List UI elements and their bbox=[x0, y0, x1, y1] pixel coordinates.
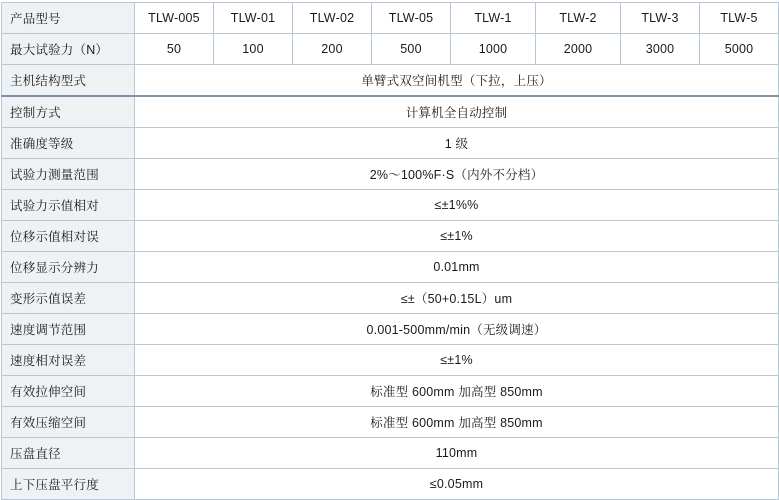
cell-force-8: 5000 bbox=[700, 34, 779, 65]
row-label-control-mode: 控制方式 bbox=[2, 96, 135, 128]
row-label-force-range: 试验力测量范围 bbox=[2, 159, 135, 190]
row-label-accuracy-grade: 准确度等级 bbox=[2, 128, 135, 159]
row-value-accuracy-grade: 1 级 bbox=[135, 128, 779, 159]
row-label-product-model: 产品型号 bbox=[2, 3, 135, 34]
row-label-speed-range: 速度调节范围 bbox=[2, 314, 135, 345]
table-row-platen-diameter bbox=[2, 438, 779, 469]
cell-force-5: 1000 bbox=[451, 34, 536, 65]
cell-force-4: 500 bbox=[372, 34, 451, 65]
cell-force-6: 2000 bbox=[536, 34, 621, 65]
cell-model-1: TLW-005 bbox=[135, 3, 214, 34]
row-label-speed-relative-error: 速度相对误差 bbox=[2, 345, 135, 376]
row-label-platen-parallelism: 上下压盘平行度 bbox=[2, 469, 135, 500]
table-row-control-mode bbox=[2, 96, 779, 128]
cell-model-4: TLW-05 bbox=[372, 3, 451, 34]
table-row-accuracy-grade bbox=[2, 128, 779, 159]
row-value-force-relative-error: ≤±1%% bbox=[135, 190, 779, 221]
row-label-structure: 主机结构型式 bbox=[2, 65, 135, 97]
row-label-max-force: 最大试验力（N） bbox=[2, 34, 135, 65]
table-row-speed-relative-error bbox=[2, 345, 779, 376]
row-value-tensile-space: 标准型 600mm 加高型 850mm bbox=[135, 376, 779, 407]
cell-force-3: 200 bbox=[293, 34, 372, 65]
row-value-compression-space: 标准型 600mm 加高型 850mm bbox=[135, 407, 779, 438]
cell-model-8: TLW-5 bbox=[700, 3, 779, 34]
table-row-force-range bbox=[2, 159, 779, 190]
table-row-tensile-space bbox=[2, 376, 779, 407]
cell-force-7: 3000 bbox=[621, 34, 700, 65]
cell-model-3: TLW-02 bbox=[293, 3, 372, 34]
row-value-platen-diameter: 110mm bbox=[135, 438, 779, 469]
row-label-displacement-relative-error: 位移示值相对误 bbox=[2, 221, 135, 252]
table-row-displacement-resolution bbox=[2, 252, 779, 283]
row-value-control-mode: 计算机全自动控制 bbox=[135, 96, 779, 128]
table-row-speed-range bbox=[2, 314, 779, 345]
table-row-structure bbox=[2, 65, 779, 97]
table-row-model bbox=[2, 3, 779, 34]
cell-model-6: TLW-2 bbox=[536, 3, 621, 34]
row-value-platen-parallelism: ≤0.05mm bbox=[135, 469, 779, 500]
table-body bbox=[2, 3, 779, 500]
row-value-speed-range: 0.001-500mm/min（无级调速） bbox=[135, 314, 779, 345]
table-row-max-force bbox=[2, 34, 779, 65]
row-label-displacement-resolution: 位移显示分辨力 bbox=[2, 252, 135, 283]
row-label-deformation-error: 变形示值误差 bbox=[2, 283, 135, 314]
row-value-speed-relative-error: ≤±1% bbox=[135, 345, 779, 376]
cell-force-2: 100 bbox=[214, 34, 293, 65]
table-row-deformation-error bbox=[2, 283, 779, 314]
row-label-platen-diameter: 压盘直径 bbox=[2, 438, 135, 469]
row-label-force-relative-error: 试验力示值相对 bbox=[2, 190, 135, 221]
row-value-displacement-resolution: 0.01mm bbox=[135, 252, 779, 283]
cell-force-1: 50 bbox=[135, 34, 214, 65]
row-label-compression-space: 有效压缩空间 bbox=[2, 407, 135, 438]
table-row-displacement-relative-error bbox=[2, 221, 779, 252]
row-value-displacement-relative-error: ≤±1% bbox=[135, 221, 779, 252]
cell-model-2: TLW-01 bbox=[214, 3, 293, 34]
row-label-tensile-space: 有效拉伸空间 bbox=[2, 376, 135, 407]
row-value-structure: 单臂式双空间机型（下拉，上压） bbox=[135, 65, 779, 97]
row-value-force-range: 2%～100%F·S（内外不分档） bbox=[135, 159, 779, 190]
specification-table bbox=[1, 2, 779, 500]
table-row-platen-parallelism bbox=[2, 469, 779, 500]
row-value-deformation-error: ≤±（50+0.15L）um bbox=[135, 283, 779, 314]
cell-model-7: TLW-3 bbox=[621, 3, 700, 34]
table-row-compression-space bbox=[2, 407, 779, 438]
cell-model-5: TLW-1 bbox=[451, 3, 536, 34]
table-row-force-relative-error bbox=[2, 190, 779, 221]
